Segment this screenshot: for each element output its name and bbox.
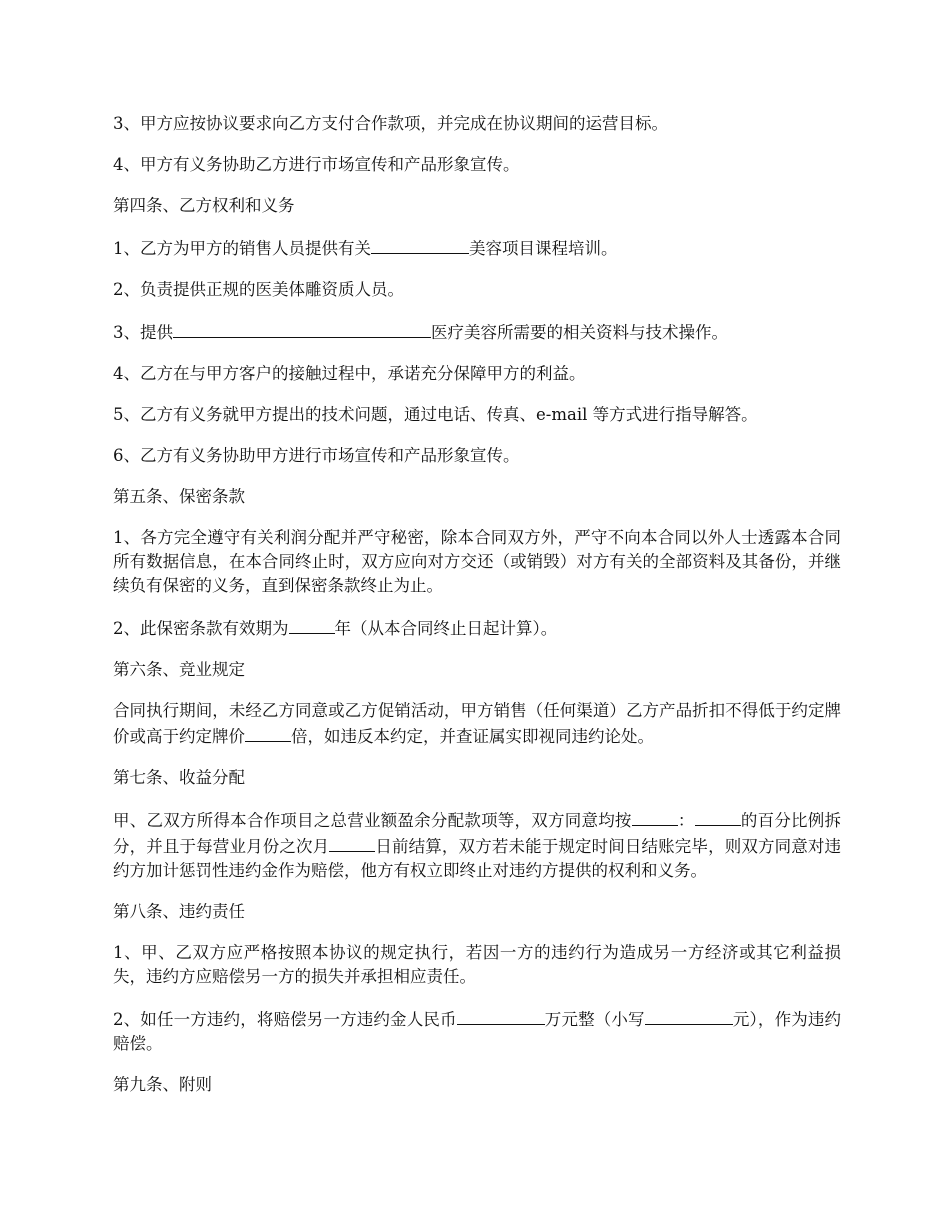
fill-in-blank (329, 833, 375, 852)
paragraph-text: 3、提供 (113, 323, 173, 342)
paragraph-text: 2、负责提供正规的医美体雕资质人员。 (113, 280, 404, 299)
paragraph-text: 合同执行期间，未经乙方同意或乙方促销活动，甲方销售（任何渠道）乙方产品折扣不得低于约定牌价或高于约定牌价 (113, 701, 841, 746)
paragraph-text: 1、各方完全遵守有关利润分配并严守秘密，除本合同双方外，严守不向本合同以外人士透露本合同所有数据信息，在本合同终止时，双方应向对方交还（或销毁）对方有关的全部资料及其备份，并继续负有保密的义务，直到保密条款终止为止。 (113, 528, 841, 595)
clause-paragraph (113, 699, 841, 749)
fill-in-blank (173, 319, 431, 338)
paragraph-text: 4、乙方在与甲方客户的接触过程中，承诺充分保障甲方的利益。 (113, 364, 586, 383)
document-body (113, 112, 841, 1114)
paragraph-text: 万元整（小写 (544, 1010, 645, 1029)
clause-paragraph (113, 807, 841, 883)
heading-text: 第八条、违约责任 (113, 902, 245, 921)
heading-text: 第六条、竞业规定 (113, 660, 245, 679)
paragraph-text: 甲、乙双方所得本合作项目之总营业额盈余分配款项等，双方同意均按 (113, 811, 632, 830)
paragraph-text: 3、甲方应按协议要求向乙方支付合作款项，并完成在协议期间的运营目标。 (113, 114, 668, 133)
clause-paragraph (113, 615, 841, 641)
article-heading (113, 485, 841, 509)
clause-paragraph (113, 278, 841, 302)
clause-paragraph (113, 319, 841, 345)
paragraph-text: 的百分比例拆分，并且于每营业月份之次月 (113, 811, 842, 856)
paragraph-text: 6、乙方有义务协助甲方进行市场宣传和产品形象宣传。 (113, 446, 520, 465)
clause-paragraph (113, 526, 841, 598)
fill-in-blank (245, 723, 291, 742)
clause-paragraph (113, 153, 841, 177)
article-heading (113, 900, 841, 924)
paragraph-text: 1、乙方为甲方的销售人员提供有关 (113, 239, 371, 258)
heading-text: 第四条、乙方权利和义务 (113, 196, 295, 215)
heading-text: 第五条、保密条款 (113, 487, 245, 506)
paragraph-text: 2、此保密条款有效期为 (113, 619, 289, 638)
paragraph-text: 医疗美容所需要的相关资料与技术操作。 (431, 323, 728, 342)
paragraph-text: ： (677, 811, 695, 830)
clause-paragraph (113, 235, 841, 261)
article-heading (113, 766, 841, 790)
fill-in-blank (371, 235, 469, 254)
heading-text: 第九条、附则 (113, 1075, 212, 1094)
paragraph-text: 元），作为违约赔偿。 (113, 1010, 842, 1053)
fill-in-blank (289, 615, 335, 634)
paragraph-text: 日前结算，双方若未能于规定时间日结账完毕，则双方同意对违约方加计惩罚性违约金作为赔偿，他方有权立即终止对违约方提供的权利和义务。 (113, 837, 842, 880)
fill-in-blank (632, 807, 678, 826)
paragraph-text: 美容项目课程培训。 (469, 239, 618, 258)
clause-paragraph (113, 941, 841, 989)
article-heading (113, 658, 841, 682)
paragraph-text: 年（从本合同终止日起计算）。 (334, 619, 558, 638)
clause-paragraph (113, 403, 841, 427)
clause-paragraph (113, 362, 841, 386)
paragraph-text: 5、乙方有义务就甲方提出的技术问题，通过电话、传真、e-mail 等方式进行指导解答。 (113, 405, 758, 424)
clause-paragraph (113, 444, 841, 468)
fill-in-blank (457, 1006, 545, 1025)
clause-paragraph (113, 112, 841, 136)
fill-in-blank (695, 807, 741, 826)
fill-in-blank (645, 1006, 733, 1025)
article-heading (113, 194, 841, 218)
paragraph-text: 4、甲方有义务协助乙方进行市场宣传和产品形象宣传。 (113, 155, 520, 174)
clause-paragraph (113, 1006, 841, 1056)
heading-text: 第七条、收益分配 (113, 768, 245, 787)
paragraph-text: 倍，如违反本约定，并查证属实即视同违约论处。 (291, 727, 654, 746)
paragraph-text: 2、如任一方违约，将赔偿另一方违约金人民币 (113, 1010, 457, 1029)
paragraph-text: 1、甲、乙双方应严格按照本协议的规定执行，若因一方的违约行为造成另一方经济或其它利益损失，违约方应赔偿另一方的损失并承担相应责任。 (113, 943, 841, 986)
article-heading (113, 1073, 841, 1097)
